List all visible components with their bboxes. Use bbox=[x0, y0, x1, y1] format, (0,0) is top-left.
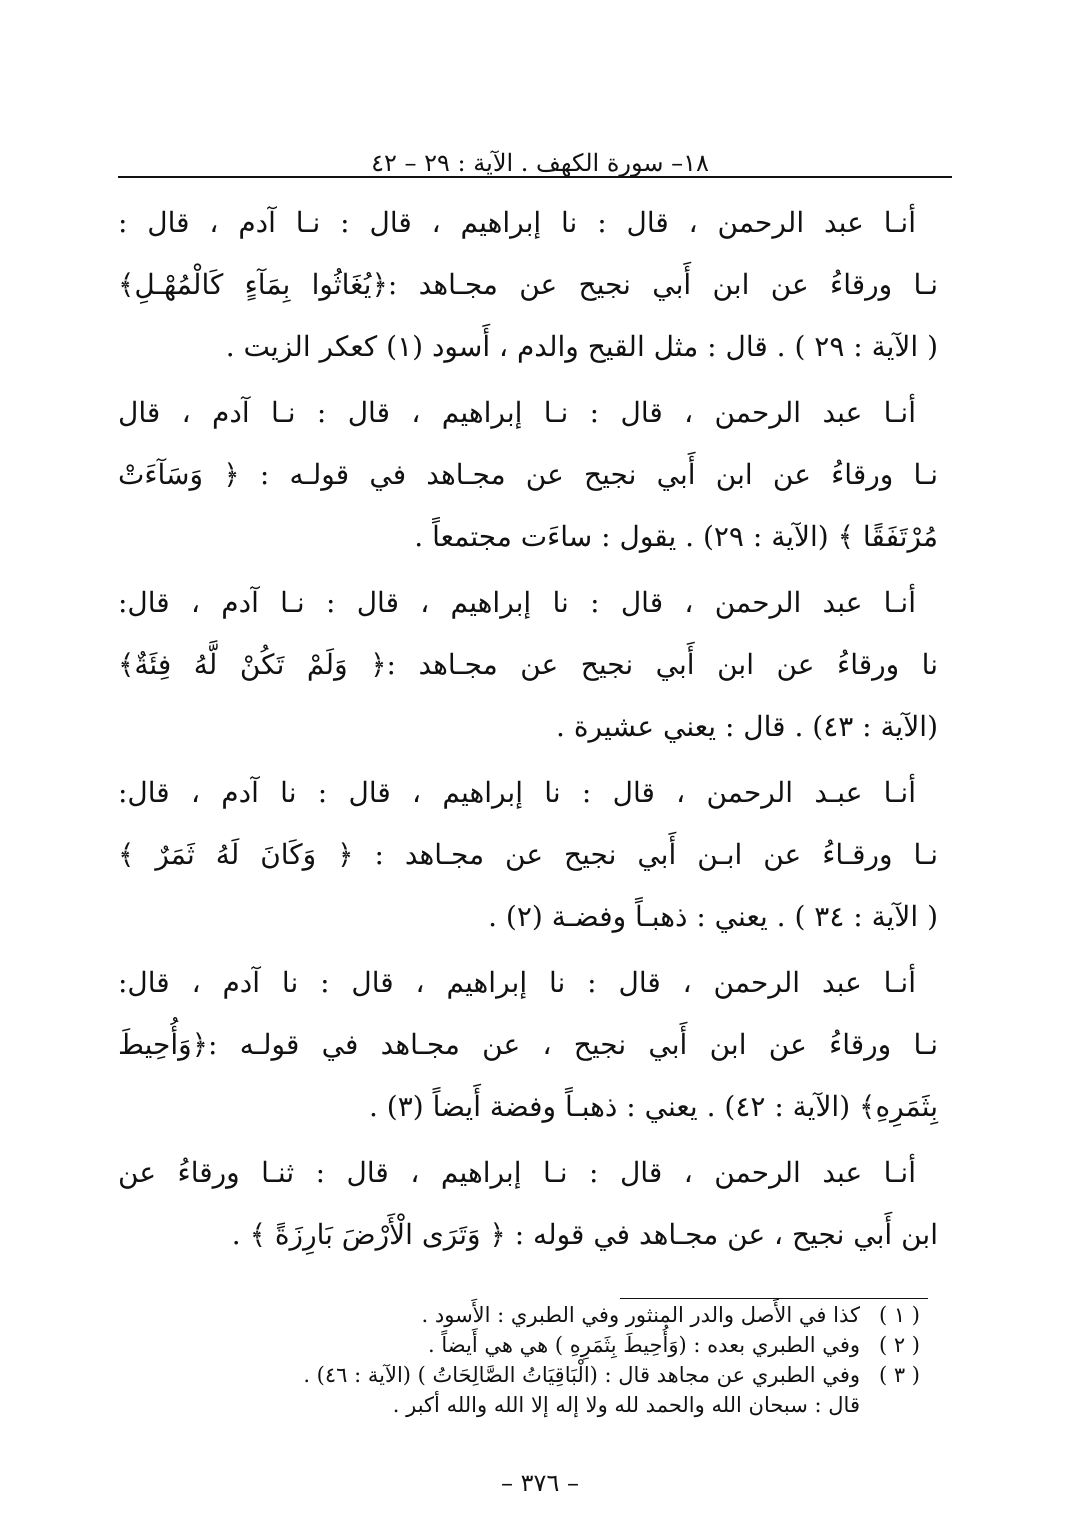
footnote-number: ( ٢ ) bbox=[878, 1333, 920, 1357]
paragraph-line: ( الآية : ٣٤ ) . يعني : ذهبـاً وفضـة (٢) . bbox=[488, 900, 938, 933]
footnote bbox=[140, 1360, 920, 1390]
paragraph-2 bbox=[118, 382, 938, 568]
footnote-rule bbox=[620, 1298, 928, 1299]
paragraph-6 bbox=[118, 1142, 938, 1266]
paragraph-line: نـا ورقاءُ عن ابن أَبي نجيح ، عن مجـاهد في قولـه :﴿وَأُحِيطَ bbox=[118, 1028, 938, 1061]
paragraph-line: (الآية : ٤٣) . قال : يعني عشيرة . bbox=[556, 710, 938, 743]
paragraph-3 bbox=[118, 572, 938, 758]
paragraph-line: أنـا عبد الرحمن ، قال : نـا إبراهيم ، قال : ثنـا ورقاءُ عن bbox=[118, 1156, 916, 1189]
paragraph-line: مُرْتَفَقًا ﴾ (الآية : ٢٩) . يقول : ساءَت مجتمعاً . bbox=[414, 520, 938, 553]
running-header: ١٨– سورة الكهف . الآية : ٢٩ – ٤٢ bbox=[371, 149, 709, 177]
page-number: – ٣٧٦ – bbox=[501, 1469, 579, 1497]
paragraph-line: بِثَمَرِهِ﴾ (الآية : ٤٢) . يعني : ذهبـاً وفضة أَيضاً (٣) . bbox=[368, 1090, 938, 1123]
paragraph-line: ( الآية : ٢٩ ) . قال : مثل القيح والدم ، أَسود (١) كعكر الزيت . bbox=[225, 330, 938, 363]
paragraph-5 bbox=[118, 952, 938, 1138]
paragraph-line: أنـا عبد الرحمن ، قال : نا إبراهيم ، قال : نـا آدم ، قال : bbox=[118, 206, 916, 239]
footnote-number: ( ٣ ) bbox=[878, 1363, 920, 1387]
paragraph-line: ابن أَبي نجيح ، عن مجـاهد في قوله : ﴿ وَتَرَى الْأَرْضَ بَارِزَةً ﴾ . bbox=[231, 1218, 938, 1251]
footnote bbox=[140, 1330, 920, 1360]
footnote-text: قال : سبحان الله والحمد لله ولا إله إلا الله والله أكبر . bbox=[392, 1393, 860, 1417]
paragraph-4 bbox=[118, 762, 938, 948]
footnote-text: وفي الطبري عن مجاهد قال : (الْبَاقِيَاتُ الصَّالِحَاتُ ) (الآية : ٤٦) . bbox=[303, 1363, 860, 1387]
paragraph-line: أنـا عبـد الرحمن ، قال : نا إبراهيم ، قال : نا آدم ، قال: bbox=[118, 776, 916, 809]
paragraph-line: نا ورقاءُ عن ابن أَبي نجيح عن مجـاهد :﴿ وَلَمْ تَكُنْ لَّهُ فِئَةٌ﴾ bbox=[118, 648, 938, 681]
paragraph-line: أنـا عبد الرحمن ، قال : نـا إبراهيم ، قال : نـا آدم ، قال bbox=[118, 396, 916, 429]
footnotes bbox=[140, 1300, 920, 1420]
footnote-text: كذا في الأَصل والدر المنثور وفي الطبري : الأَسود . bbox=[421, 1303, 860, 1327]
footnote-number: ( ١ ) bbox=[878, 1303, 920, 1327]
paragraph-line: أنـا عبد الرحمن ، قال : نا إبراهيم ، قال : نـا آدم ، قال: bbox=[118, 586, 916, 619]
paragraph-line: نـا ورقاءُ عن ابن أَبي نجيح عن مجـاهد :﴿يُغَاثُوا بِمَآءٍ كَالْمُهْـلِ﴾ bbox=[118, 268, 939, 301]
header-rule bbox=[118, 176, 952, 178]
paragraph-line: أنـا عبد الرحمن ، قال : نا إبراهيم ، قال : نا آدم ، قال: bbox=[118, 966, 916, 999]
footnote bbox=[140, 1300, 920, 1330]
footnote-continuation bbox=[140, 1390, 920, 1420]
footnote-text: وفي الطبري بعده : (وَأُحِيطَ بِثَمَرِهِ ) هي هي أَيضاً . bbox=[428, 1333, 860, 1357]
paragraph-line: نـا ورقاءُ عن ابن أَبي نجيح عن مجـاهد في قولـه : ﴿ وَسَآءَتْ bbox=[118, 458, 938, 491]
paragraph-line: نـا ورقـاءُ عن ابـن أَبي نجيح عن مجـاهد : ﴿ وَكَانَ لَهُ ثَمَرٌ ﴾ bbox=[118, 838, 938, 871]
main-text bbox=[118, 192, 938, 1270]
paragraph-1 bbox=[118, 192, 938, 378]
